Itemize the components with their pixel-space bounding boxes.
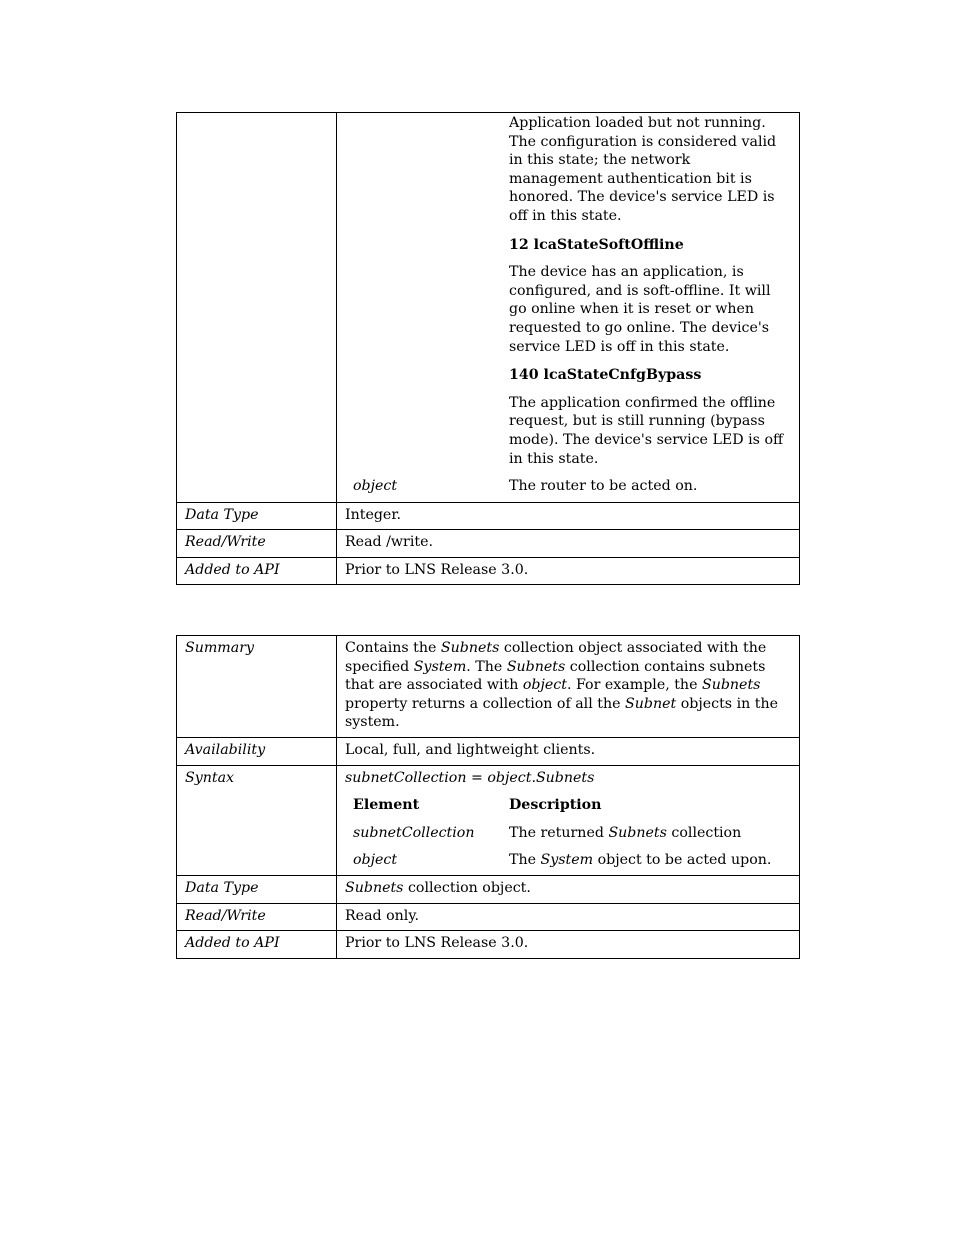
- table-row: [177, 737, 799, 765]
- summary-italic: Subnets: [440, 640, 500, 656]
- table-row: [177, 875, 799, 903]
- summary-part: . The: [466, 658, 507, 675]
- subnets-property-table: [176, 635, 800, 959]
- state-description: The application confirmed the offline request, but is still running (bypass mode). The device's service LED is off in this state.: [509, 394, 784, 467]
- element-header-row: [345, 796, 791, 815]
- table-row: [177, 529, 799, 557]
- summary-italic: object: [522, 677, 567, 694]
- row-label: Data Type: [177, 503, 337, 530]
- state-heading: 12 lcaStateSoftOffline: [509, 236, 684, 253]
- summary-italic: Subnets: [701, 677, 761, 694]
- value-italic: Subnets: [345, 879, 404, 896]
- element-column-header: Element: [353, 797, 420, 814]
- element-description: [509, 851, 791, 870]
- table-row: [177, 557, 799, 585]
- row-label: Read/Write: [177, 904, 337, 931]
- table-row: [177, 765, 799, 875]
- table-row: [177, 903, 799, 931]
- state-description: Application loaded but not running. The configuration is considered valid in this state; the network management authentication bit is honored. The device's service LED is off in this state.: [509, 115, 777, 224]
- desc-italic: Subnets: [608, 824, 667, 841]
- row-value: Prior to LNS Release 3.0.: [345, 935, 529, 952]
- element-row: [337, 477, 799, 496]
- row-label: Summary: [177, 636, 337, 737]
- row-value: Integer.: [345, 506, 402, 523]
- summary-part: objects in the system.: [345, 695, 778, 731]
- row-label: Syntax: [177, 766, 337, 875]
- desc-part: The returned: [509, 824, 609, 841]
- row-value: Prior to LNS Release 3.0.: [345, 561, 529, 578]
- row-label: Data Type: [177, 876, 337, 903]
- row-label: Availability: [177, 738, 337, 765]
- row-value: Local, full, and lightweight clients.: [345, 741, 596, 758]
- element-name: object: [353, 478, 398, 495]
- table-row: [177, 930, 799, 958]
- property-table-continued: [176, 112, 800, 585]
- summary-text: [337, 636, 799, 737]
- row-label-empty: [177, 113, 337, 502]
- row-value: Read only.: [345, 907, 419, 924]
- desc-part: collection: [666, 824, 742, 841]
- summary-italic: Subnet: [625, 695, 677, 712]
- summary-part: property returns a collection of all the: [345, 695, 626, 712]
- summary-part: Contains the: [345, 640, 441, 656]
- element-name: object: [353, 852, 398, 869]
- row-value: [337, 876, 799, 903]
- row-label: Added to API: [177, 558, 337, 585]
- state-descriptions: [337, 113, 799, 468]
- element-description: [509, 824, 791, 843]
- desc-part: object to be acted upon.: [593, 852, 772, 869]
- value-part: collection object.: [403, 879, 531, 896]
- summary-part: . For example, the: [566, 677, 702, 694]
- desc-part: The: [509, 852, 541, 869]
- syntax-cell: [337, 766, 799, 875]
- values-cell: [337, 113, 799, 502]
- element-row: [345, 824, 791, 843]
- state-heading: 140 lcaStateCnfgBypass: [509, 367, 702, 384]
- row-label: Read/Write: [177, 530, 337, 557]
- table-row: [177, 636, 799, 737]
- state-description: The device has an application, is configured, and is soft-offline. It will go online when it is reset or when requested to go online. The device's service LED is off in this state.: [509, 264, 771, 355]
- element-row: [345, 851, 791, 870]
- row-value: Read /write.: [345, 534, 433, 551]
- summary-part: collection contains subnets that are associated with: [345, 658, 766, 694]
- table-row: [177, 113, 799, 502]
- summary-italic: System: [413, 658, 467, 675]
- element-description: The router to be acted on.: [509, 478, 698, 495]
- summary-italic: Subnets: [506, 658, 566, 675]
- desc-italic: System: [540, 852, 594, 869]
- element-name: subnetCollection: [353, 824, 475, 841]
- description-column-header: Description: [509, 797, 602, 814]
- row-label: Added to API: [177, 931, 337, 958]
- table-row: [177, 502, 799, 530]
- syntax-value: subnetCollection = object.Subnets: [345, 769, 595, 786]
- summary-part: collection object associated with the specified: [345, 640, 767, 675]
